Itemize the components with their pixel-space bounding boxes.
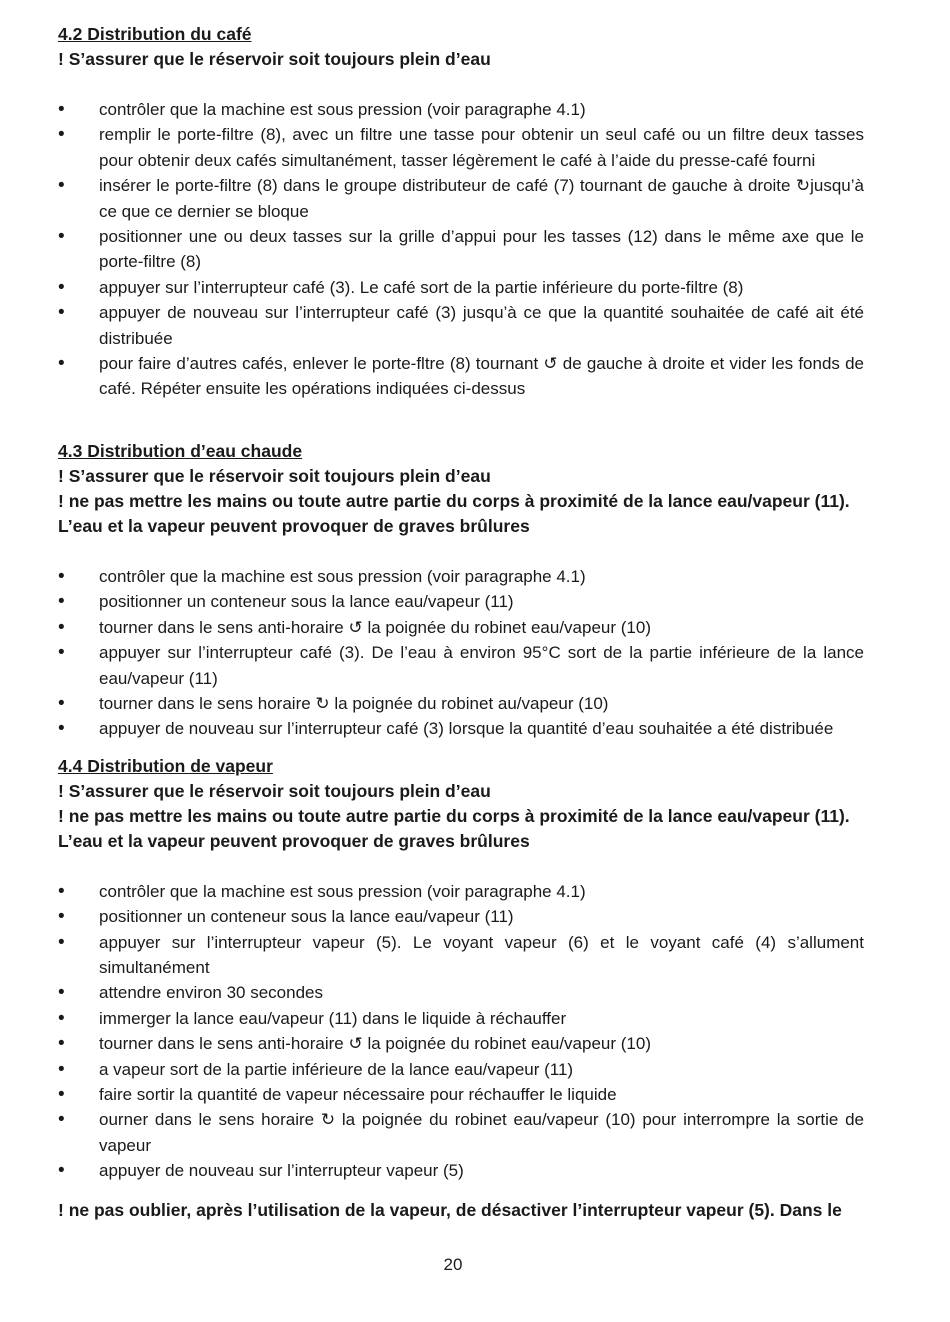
list-item: • contrôler que la machine est sous pression (voir paragraphe 4.1) [58, 565, 586, 587]
list-item: • appuyer de nouveau sur l’interrupteur vapeur (5) [58, 1160, 464, 1182]
section-coffee [58, 22, 864, 402]
bullet-icon: • [58, 591, 65, 613]
bullet-icon: • [58, 906, 65, 928]
bullet-icon: • [58, 1083, 65, 1105]
list-item: • insérer le porte-filtre (8) dans le groupe distributeur de café (7) tournant de gauche à droite ↻jusqu’à ce que ce dernier se bloque [58, 175, 864, 221]
bullet-icon: • [58, 616, 65, 638]
list-item: • tourner dans le sens anti-horaire ↺ la poignée du robinet eau/vapeur (10) [58, 616, 651, 638]
list-item: • ourner dans le sens horaire ↻ la poignée du robinet eau/vapeur (10) pour interrompre la sortie de vapeur [58, 1109, 864, 1155]
list-item: • a vapeur sort de la partie inférieure de la lance eau/vapeur (11) [58, 1058, 574, 1080]
list-item: • appuyer sur l’interrupteur vapeur (5). Le voyant vapeur (6) et le voyant café (4) s’allument simultanément [58, 931, 864, 977]
bullet-icon: • [58, 175, 65, 197]
warning-text: ! S’assurer que le réservoir soit toujours plein d’eau [58, 780, 491, 801]
bullet-icon: • [58, 565, 65, 587]
page-number: 20 [443, 1255, 463, 1274]
list-item: • tourner dans le sens anti-horaire ↺ la poignée du robinet eau/vapeur (10) [58, 1033, 651, 1055]
bullet-icon: • [58, 880, 65, 902]
document-page [58, 22, 864, 1223]
section-heading: 4.2 Distribution du café [58, 24, 252, 44]
list-item: • contrôler que la machine est sous pression (voir paragraphe 4.1) [58, 880, 586, 902]
list-item: • immerger la lance eau/vapeur (11) dans le liquide à réchauffer [58, 1007, 567, 1029]
bullet-icon: • [58, 226, 65, 248]
bullet-icon: • [58, 1007, 65, 1029]
bullet-icon: • [58, 1160, 65, 1182]
bullet-icon: • [58, 353, 65, 375]
warning-text: ! S’assurer que le réservoir soit toujours plein d’eau [58, 49, 491, 69]
list-item: • positionner une ou deux tasses sur la grille d’appui pour les tasses (12) dans le même axe que le porte-filtre (8) [58, 226, 864, 272]
section-steam [58, 754, 864, 1184]
bullet-icon: • [58, 642, 65, 664]
bullet-icon: • [58, 276, 65, 298]
section-heading: 4.3 Distribution d’eau chaude [58, 440, 303, 461]
bullet-icon: • [58, 692, 65, 714]
list-item: • appuyer sur l’interrupteur café (3). De l’eau à environ 95°C sort de la partie inférieure de la lance eau/vapeur (11) [58, 642, 864, 688]
list-item: • pour faire d’autres cafés, enlever le porte-fltre (8) tournant ↺ de gauche à droite et vider les fonds de café. Répéter ensuite les opérations indiquées ci-dessus [58, 353, 864, 399]
warning-text: ! ne pas mettre les mains ou toute autre partie du corps à proximité de la lance eau/vapeur (11). L’eau et la vapeur peuvent provoquer de graves brûlures [58, 490, 850, 536]
list-item: • faire sortir la quantité de vapeur nécessaire pour réchauffer le liquide [58, 1083, 617, 1105]
section-heading: 4.4 Distribution de vapeur [58, 755, 273, 776]
warning-text: ! ne pas mettre les mains ou toute autre partie du corps à proximité de la lance eau/vapeur (11). L’eau et la vapeur peuvent provoquer de graves brûlures [58, 805, 850, 851]
instruction-list [58, 879, 864, 1184]
bullet-icon: • [58, 982, 65, 1004]
section-hot-water [58, 439, 864, 742]
list-item: • appuyer de nouveau sur l’interrupteur café (3) jusqu’à ce que la quantité souhaitée de café ait été distribuée [58, 302, 864, 348]
list-item: • contrôler que la machine est sous pression (voir paragraphe 4.1) [58, 99, 586, 120]
bullet-icon: • [58, 1033, 65, 1055]
bullet-icon: • [58, 718, 65, 740]
list-item: • positionner un conteneur sous la lance eau/vapeur (11) [58, 591, 514, 613]
list-item: • appuyer de nouveau sur l’interrupteur café (3) lorsque la quantité d’eau souhaitée a été distribuée [58, 718, 834, 740]
bullet-icon: • [58, 1058, 65, 1080]
final-warning: ! ne pas oublier, après l’utilisation de la vapeur, de désactiver l’interrupteur vapeur (5). Dans le [58, 1199, 842, 1220]
bullet-icon: • [58, 931, 65, 953]
list-item: • positionner un conteneur sous la lance eau/vapeur (11) [58, 906, 514, 928]
list-item: • appuyer sur l’interrupteur café (3). Le café sort de la partie inférieure du porte-filtre (8) [58, 276, 744, 298]
list-item: • remplir le porte-filtre (8), avec un filtre une tasse pour obtenir un seul café ou un filtre deux tasses pour obtenir deux cafés simultanément, tasser légèrement le café à l’aide du presse-café fourni [58, 124, 864, 170]
list-item: • attendre environ 30 secondes [58, 982, 323, 1004]
bullet-icon: • [58, 99, 65, 120]
bullet-icon: • [58, 124, 65, 146]
warning-text: ! S’assurer que le réservoir soit toujours plein d’eau [58, 465, 491, 486]
list-item: • tourner dans le sens horaire ↻ la poignée du robinet au/vapeur (10) [58, 692, 609, 714]
instruction-list [58, 97, 864, 402]
bullet-icon: • [58, 1109, 65, 1131]
bullet-icon: • [58, 302, 65, 324]
instruction-list [58, 564, 864, 742]
